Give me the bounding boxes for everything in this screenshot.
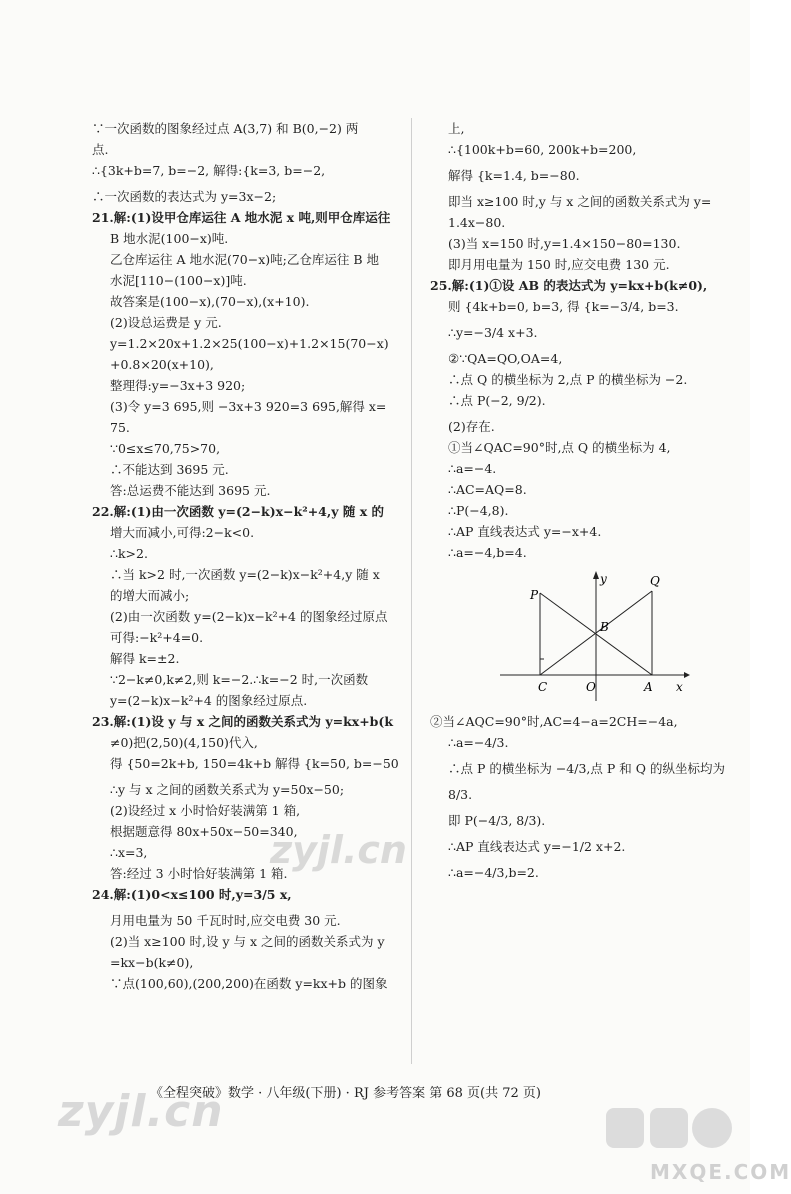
label-p: P bbox=[530, 588, 539, 602]
text-line: y=(2−k)x−k²+4 的图象经过原点. bbox=[110, 693, 308, 708]
text-line: ∴y 与 x 之间的函数关系式为 y=50x−50; bbox=[110, 782, 345, 797]
label-q: Q bbox=[650, 574, 660, 588]
label-x: x bbox=[676, 680, 683, 694]
text-line: 故答案是(100−x),(70−x),(x+10). bbox=[110, 294, 310, 309]
text-line: 解得 {k=1.4, b=−80. bbox=[448, 168, 580, 183]
text-line: 根据题意得 80x+50x−50=340, bbox=[110, 824, 298, 839]
text-line: ∴AP 直线表达式 y=−1/2 x+2. bbox=[448, 839, 626, 854]
text-line: ∵点(100,60),(200,200)在函数 y=kx+b 的图象 bbox=[110, 976, 388, 991]
text-line: 可得:−k²+4=0. bbox=[110, 630, 204, 645]
text-line: ∴当 k>2 时,一次函数 y=(2−k)x−k²+4,y 随 x bbox=[110, 567, 380, 582]
text-line: ∴x=3, bbox=[110, 845, 148, 860]
text-line: (2)当 x≥100 时,设 y 与 x 之间的函数关系式为 y bbox=[110, 934, 385, 949]
text-line: ≠0)把(2,50)(4,150)代入, bbox=[110, 735, 258, 750]
text-line: 8/3. bbox=[448, 787, 473, 802]
label-y: y bbox=[600, 572, 607, 586]
watermark-brand: MXQE.COM bbox=[650, 1160, 791, 1184]
text-line: ∴a=−4. bbox=[448, 461, 497, 476]
text-line: +0.8×20(x+10), bbox=[110, 357, 214, 372]
text-line: (2)存在. bbox=[448, 419, 495, 434]
text-line: ∵一次函数的图象经过点 A(3,7) 和 B(0,−2) 两 bbox=[92, 121, 359, 136]
brand-logo-watermark bbox=[604, 1104, 734, 1154]
text-line: ∴AC=AQ=8. bbox=[448, 482, 527, 497]
text-line: ∴一次函数的表达式为 y=3x−2; bbox=[92, 189, 277, 204]
text-line: (3)当 x=150 时,y=1.4×150−80=130. bbox=[448, 236, 681, 251]
text-line: 水泥[110−(100−x)]吨. bbox=[110, 273, 247, 288]
y-axis-arrow bbox=[593, 571, 599, 579]
text-line: 整理得:y=−3x+3 920; bbox=[110, 378, 246, 393]
text-line: ∵0≤x≤70,75>70, bbox=[110, 441, 221, 456]
text-line: (2)设总运费是 y 元. bbox=[110, 315, 222, 330]
text-line: =kx−b(k≠0), bbox=[110, 955, 194, 970]
text-line: ∴不能达到 3695 元. bbox=[110, 462, 229, 477]
right-column bbox=[430, 118, 725, 888]
text-line: ∴y=−3/4 x+3. bbox=[448, 325, 538, 340]
text-line: 答:经过 3 小时恰好装满第 1 箱. bbox=[110, 866, 288, 881]
text-line: 月用电量为 50 千瓦时时,应交电费 30 元. bbox=[110, 913, 341, 928]
text-line: 即 P(−4/3, 8/3). bbox=[448, 813, 546, 828]
text-line: 得 {50=2k+b, 150=4k+b 解得 {k=50, b=−50 bbox=[110, 756, 399, 771]
text-line: ∴点 P 的横坐标为 −4/3,点 P 和 Q 的纵坐标均为 bbox=[448, 761, 725, 776]
label-b: B bbox=[600, 620, 609, 634]
text-line: 点. bbox=[92, 142, 109, 157]
question-21: 21.解:(1)设甲仓库运往 A 地水泥 x 吨,则甲仓库运往 bbox=[92, 210, 391, 225]
figure-svg bbox=[500, 571, 690, 701]
column-divider bbox=[411, 118, 412, 1064]
coordinate-figure bbox=[500, 571, 690, 701]
watermark-site: zyjl.cn bbox=[58, 1086, 224, 1137]
text-line: (2)由一次函数 y=(2−k)x−k²+4 的图象经过原点 bbox=[110, 609, 388, 624]
text-line: 解得 k=±2. bbox=[110, 651, 180, 666]
question-25: 25.解:(1)①设 AB 的表达式为 y=kx+b(k≠0), bbox=[430, 278, 708, 293]
text-line: 上, bbox=[448, 121, 465, 136]
text-line: ∴P(−4,8). bbox=[448, 503, 509, 518]
text-line: ∴{100k+b=60, 200k+b=200, bbox=[448, 142, 637, 157]
text-line: ②∵QA=QO,OA=4, bbox=[448, 351, 563, 366]
text-line: ∴a=−4,b=4. bbox=[448, 545, 527, 560]
label-c: C bbox=[538, 680, 548, 694]
text-line: 即月用电量为 150 时,应交电费 130 元. bbox=[448, 257, 670, 272]
text-line: ∴{3k+b=7, b=−2, 解得:{k=3, b=−2, bbox=[92, 163, 326, 178]
page-footer: 《全程突破》数学 · 八年级(下册) · RJ 参考答案 第 68 页(共 72 页) bbox=[150, 1086, 541, 1101]
text-line: 则 {4k+b=0, b=3, 得 {k=−3/4, b=3. bbox=[448, 299, 679, 314]
question-22: 22.解:(1)由一次函数 y=(2−k)x−k²+4,y 随 x 的 bbox=[92, 504, 384, 519]
text-line: 75. bbox=[110, 420, 130, 435]
label-a: A bbox=[644, 680, 653, 694]
text-line: B 地水泥(100−x)吨. bbox=[110, 231, 229, 246]
label-o: O bbox=[586, 680, 596, 694]
question-23: 23.解:(1)设 y 与 x 之间的函数关系式为 y=kx+b(k bbox=[92, 714, 394, 729]
text-line: 的增大而减小; bbox=[110, 588, 190, 603]
text-line: ∴点 P(−2, 9/2). bbox=[448, 393, 546, 408]
text-line: 答:总运费不能达到 3695 元. bbox=[110, 483, 271, 498]
text-line: ∴点 Q 的横坐标为 2,点 P 的横坐标为 −2. bbox=[448, 372, 688, 387]
x-axis-arrow bbox=[684, 672, 690, 678]
question-24: 24.解:(1)0<x≤100 时,y=3/5 x, bbox=[92, 887, 292, 902]
text-line: (2)设经过 x 小时恰好装满第 1 箱, bbox=[110, 803, 301, 818]
text-line: (3)令 y=3 695,则 −3x+3 920=3 695,解得 x= bbox=[110, 399, 387, 414]
text-line: y=1.2×20x+1.2×25(100−x)+1.2×15(70−x) bbox=[110, 336, 389, 351]
watermark-site-faint: zyjl.cn bbox=[270, 828, 407, 872]
text-line: 乙仓库运往 A 地水泥(70−x)吨;乙仓库运往 B 地 bbox=[110, 252, 380, 267]
text-line: ∴k>2. bbox=[110, 546, 148, 561]
text-line: ①当∠QAC=90°时,点 Q 的横坐标为 4, bbox=[448, 440, 671, 455]
text-line: 增大而减小,可得:2−k<0. bbox=[110, 525, 255, 540]
text-line: 即当 x≥100 时,y 与 x 之间的函数关系式为 y= bbox=[448, 194, 712, 209]
text-line: ∴AP 直线表达式 y=−x+4. bbox=[448, 524, 602, 539]
text-line: 1.4x−80. bbox=[448, 215, 506, 230]
text-line: ∴a=−4/3,b=2. bbox=[448, 865, 539, 880]
text-line: ∵2−k≠0,k≠2,则 k=−2.∴k=−2 时,一次函数 bbox=[110, 672, 369, 687]
text-line: ∴a=−4/3. bbox=[448, 735, 509, 750]
text-line: ②当∠AQC=90°时,AC=4−a=2CH=−4a, bbox=[430, 714, 678, 729]
